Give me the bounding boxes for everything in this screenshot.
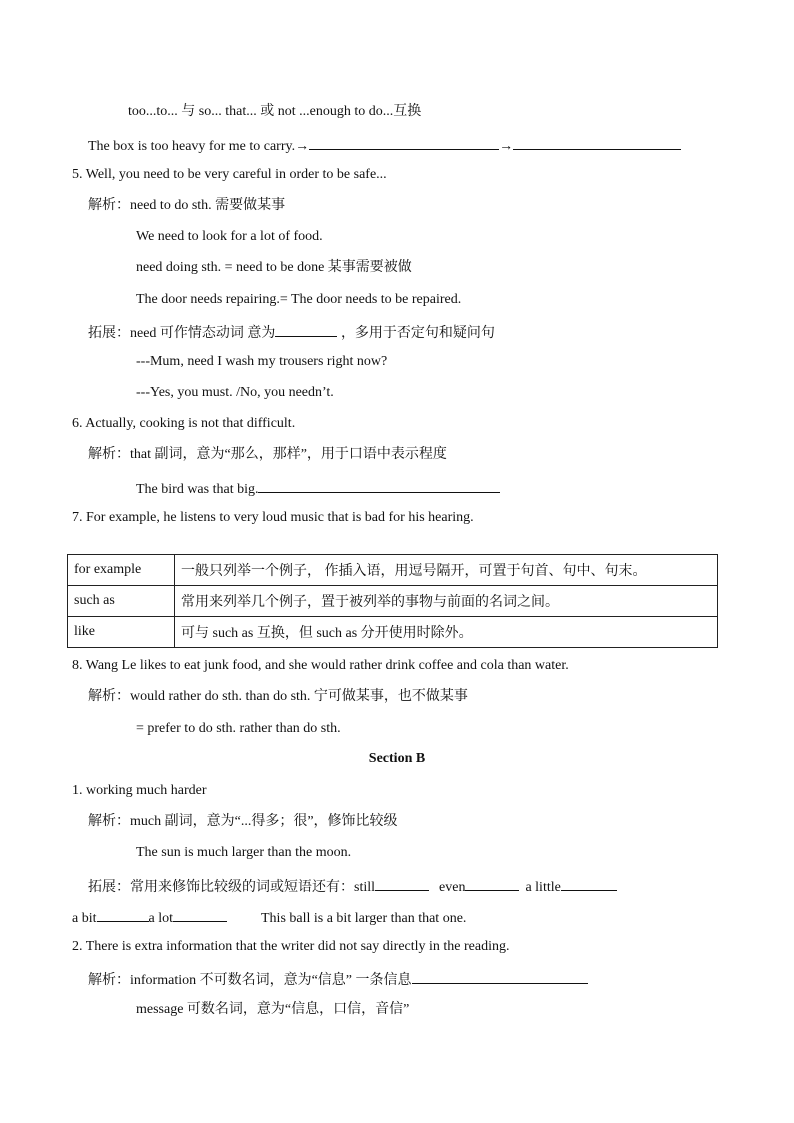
arrow: → xyxy=(499,139,514,154)
table-term: like xyxy=(68,617,175,648)
table-desc: 一般只列举一个例子， 作插入语，用逗号隔开，可置于句首、句中、句末。 xyxy=(175,555,718,586)
section-heading: Section B xyxy=(368,751,426,766)
example-line: The sun is much larger than the moon. xyxy=(136,845,352,860)
example-sentence xyxy=(88,135,681,156)
answer-blank[interactable] xyxy=(513,135,681,150)
extension-text: a little xyxy=(525,880,561,895)
analysis-text: much 副词，意为“...得多；很”，修饰比较级 xyxy=(130,814,398,829)
extension-text: a bit xyxy=(72,911,97,926)
item-7: 7. For example, he listens to very loud music that is bad for his hearing. xyxy=(72,510,474,525)
extension-label: 拓展： xyxy=(88,326,130,341)
analysis-text: information 不可数名词，意为“信息” 一条信息 xyxy=(130,973,412,988)
extension-text: a lot xyxy=(148,911,173,926)
answer-blank[interactable] xyxy=(465,876,519,891)
analysis-label: 解析： xyxy=(88,198,130,213)
item-6: 6. Actually, cooking is not that difficult. xyxy=(72,416,296,431)
analysis-text: that 副词，意为“那么，那样”，用于口语中表示程度 xyxy=(130,447,447,462)
extension-line xyxy=(88,876,617,897)
table-row xyxy=(68,555,718,586)
analysis-line xyxy=(88,813,398,831)
extension-text: 常用来修饰比较级的词或短语还有：still xyxy=(130,880,376,895)
analysis-text: would rather do sth. than do sth. 宁可做某事，也不做某事 xyxy=(130,689,468,704)
extension-line xyxy=(88,322,495,343)
answer-blank[interactable] xyxy=(309,135,499,150)
extension-text: ，多用于否定句和疑问句 xyxy=(337,326,495,341)
answer-blank[interactable] xyxy=(375,876,429,891)
example-line: The door needs repairing.= The door needs to be repaired. xyxy=(136,292,462,307)
answer-blank[interactable] xyxy=(97,907,149,922)
analysis-label: 解析： xyxy=(88,447,130,462)
arrow: → xyxy=(295,139,310,154)
tip-too-to: too...to... 与 so... that... 或 not ...enough to do...互换 xyxy=(128,104,422,119)
answer-blank[interactable] xyxy=(275,322,337,337)
analysis-label: 解析： xyxy=(88,689,130,704)
item-5: 5. Well, you need to be very careful in order to be safe... xyxy=(72,167,387,182)
example-line xyxy=(136,478,500,499)
table-term: such as xyxy=(68,586,175,617)
sentence-text: The box is too heavy for me to carry. xyxy=(88,139,296,154)
example-line: = prefer to do sth. rather than do sth. xyxy=(136,721,341,736)
table-row xyxy=(68,586,718,617)
analysis-line xyxy=(88,969,588,990)
item-b2: 2. There is extra information that the writer did not say directly in the reading. xyxy=(72,939,510,954)
extension-text: need 可作情态动词 意为 xyxy=(130,326,276,341)
answer-blank[interactable] xyxy=(258,478,500,493)
analysis-line xyxy=(88,197,285,215)
analysis-text: need to do sth. 需要做某事 xyxy=(130,198,286,213)
table-desc: 常用来列举几个例子，置于被列举的事物与前面的名词之间。 xyxy=(175,586,718,617)
analysis-label: 解析： xyxy=(88,973,130,988)
analysis-label: 解析： xyxy=(88,814,130,829)
example-text: This ball is a bit larger than that one. xyxy=(261,911,467,926)
example-line: message 可数名词，意为“信息，口信，音信” xyxy=(136,1002,410,1017)
extension-line xyxy=(72,907,466,928)
answer-blank[interactable] xyxy=(561,876,617,891)
table-row xyxy=(68,617,718,648)
analysis-line xyxy=(88,688,468,706)
table-desc: 可与 such as 互换，但 such as 分开使用时除外。 xyxy=(175,617,718,648)
dialog-line: ---Yes, you must. /No, you needn’t. xyxy=(136,385,334,400)
comparison-table xyxy=(67,554,718,648)
example-text: The bird was that big. xyxy=(136,482,259,497)
item-8: 8. Wang Le likes to eat junk food, and she would rather drink coffee and cola than water. xyxy=(72,658,569,673)
dialog-line: ---Mum, need I wash my trousers right now? xyxy=(136,354,388,369)
table-term: for example xyxy=(68,555,175,586)
item-b1: 1. working much harder xyxy=(72,783,207,798)
example-line: We need to look for a lot of food. xyxy=(136,229,323,244)
analysis-line xyxy=(88,446,447,464)
example-line: need doing sth. = need to be done 某事需要被做 xyxy=(136,260,412,275)
extension-text: even xyxy=(439,880,466,895)
answer-blank[interactable] xyxy=(173,907,227,922)
answer-blank[interactable] xyxy=(412,969,588,984)
extension-label: 拓展： xyxy=(88,880,130,895)
